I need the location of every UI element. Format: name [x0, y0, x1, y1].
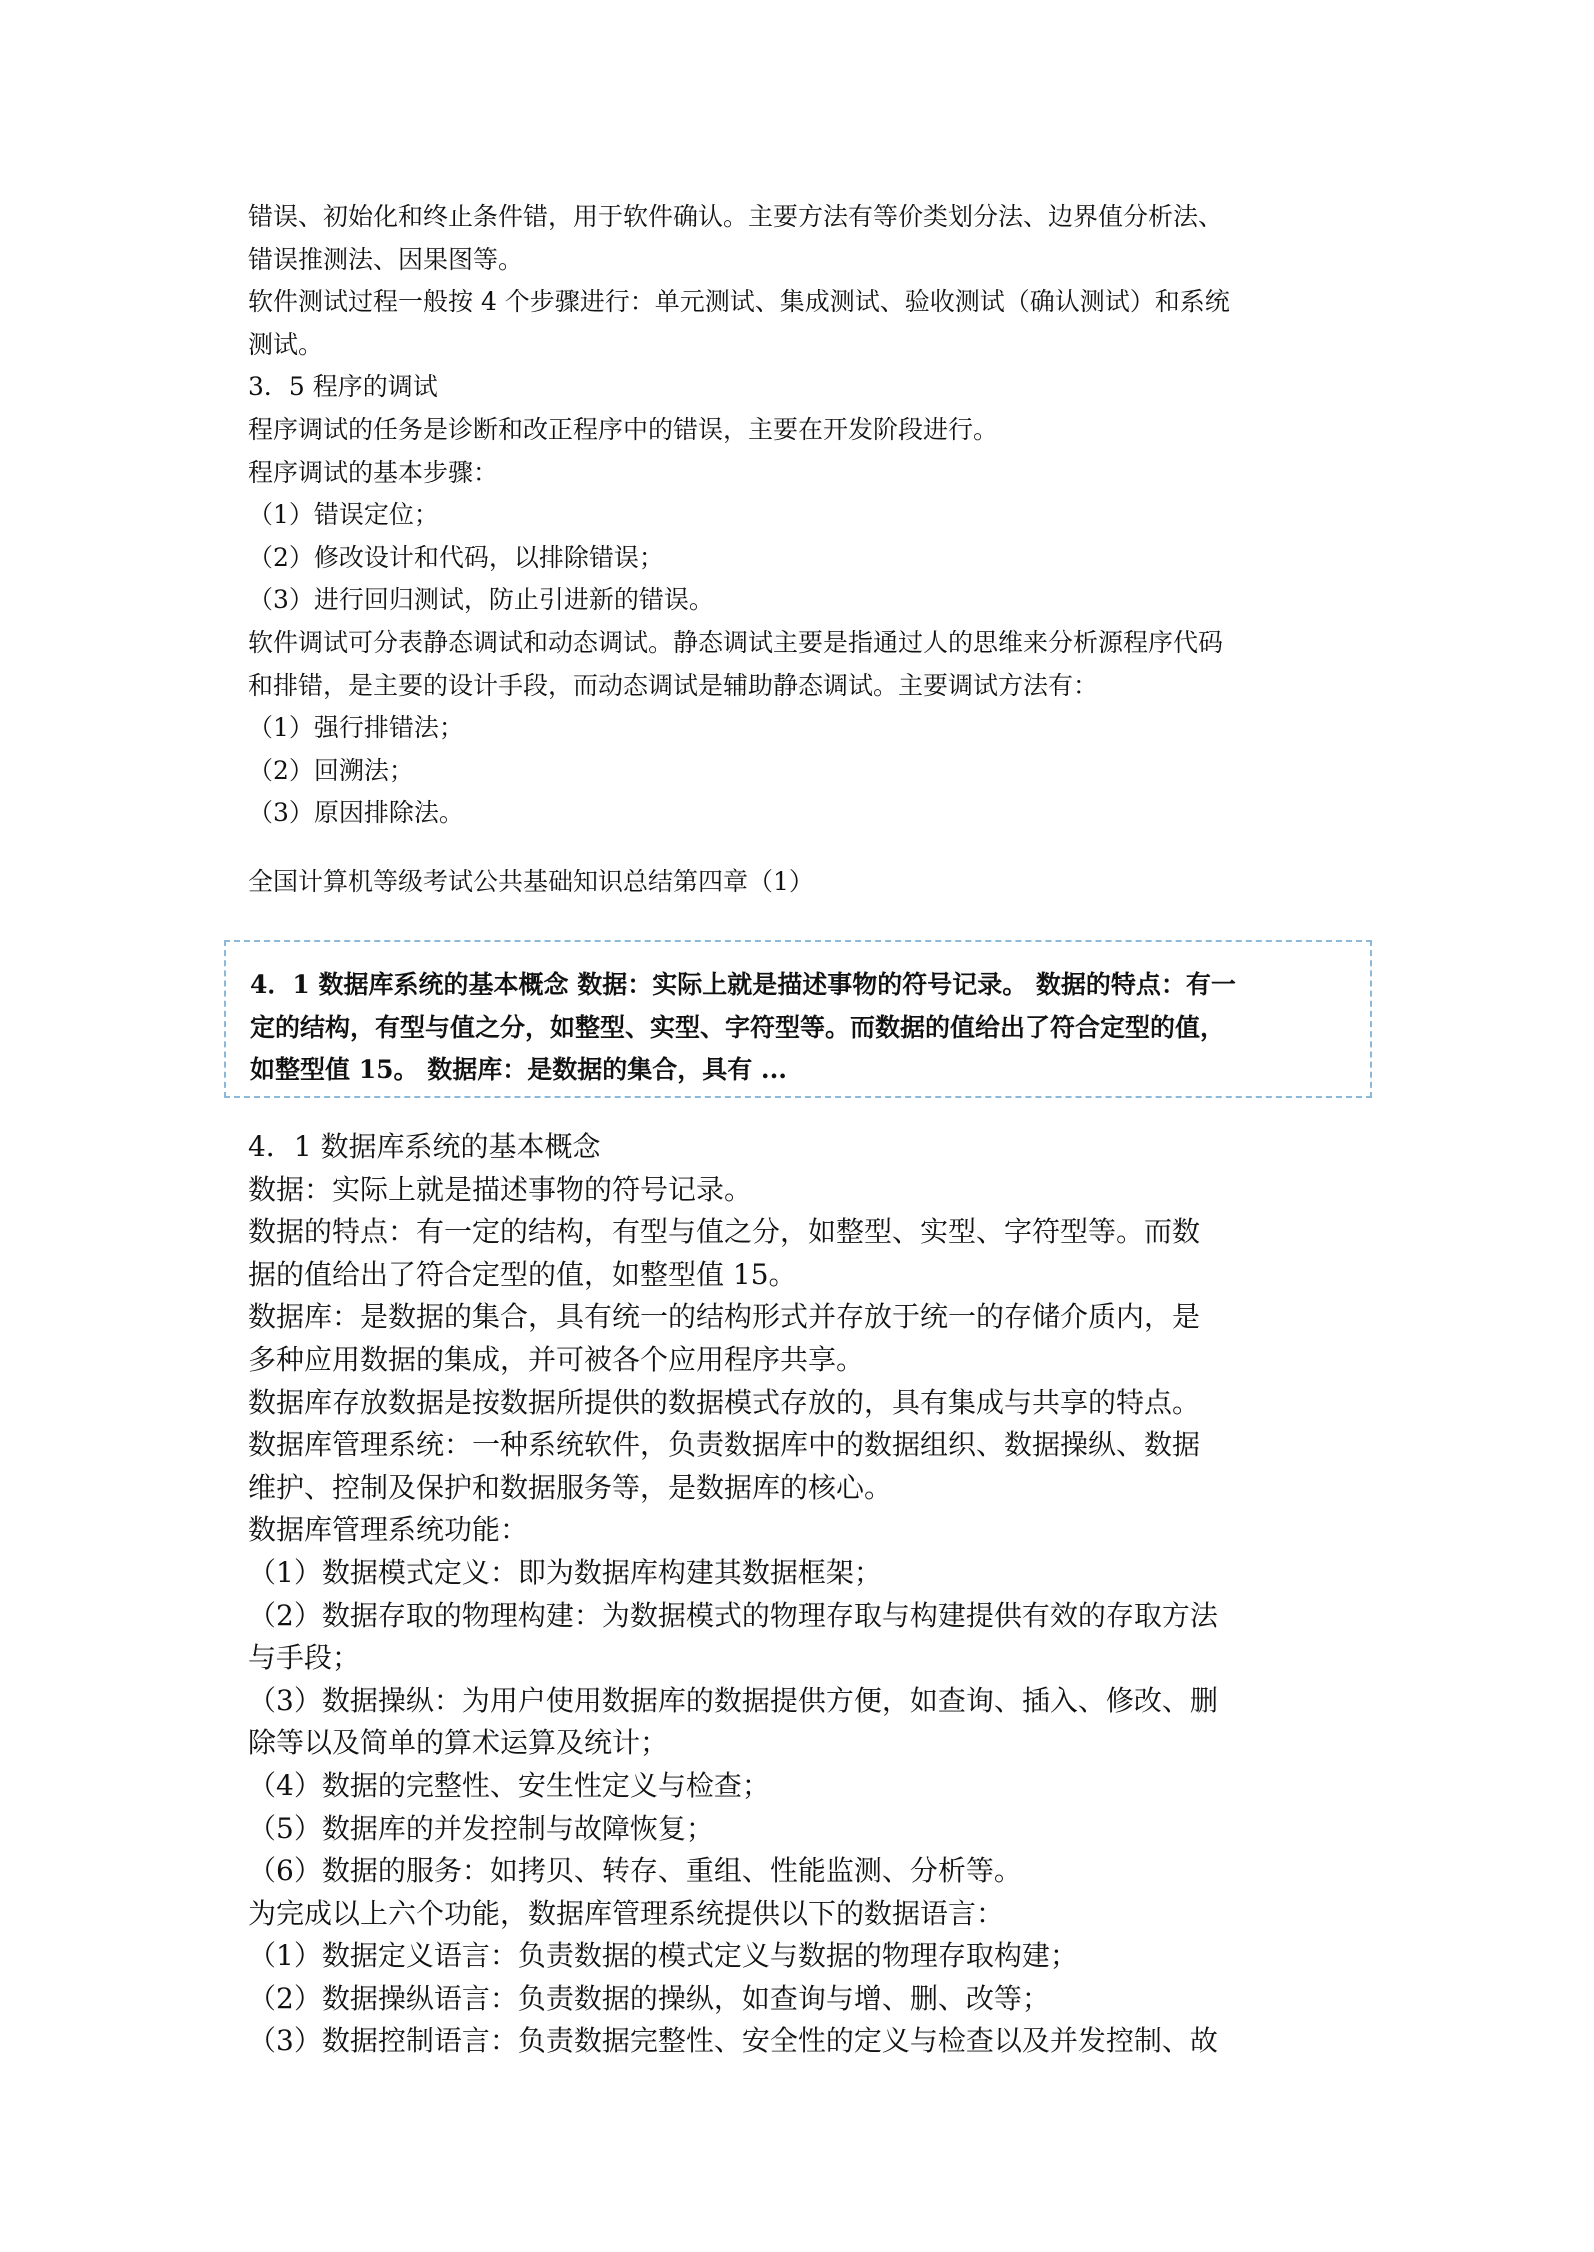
text-line: 程序调试的任务是诊断和改正程序中的错误，主要在开发阶段进行。 — [248, 414, 999, 444]
text-line: 数据库存放数据是按数据所提供的数据模式存放的，具有集成与共享的特点。 — [248, 1385, 1201, 1419]
list-item: （3）数据控制语言：负责数据完整性、安全性的定义与检查以及并发控制、故 — [248, 2024, 1218, 2058]
chapter-heading: 全国计算机等级考试公共基础知识总结第四章（1） — [248, 867, 814, 896]
list-item: （2）数据操纵语言：负责数据的操纵，如查询与增、删、改等； — [248, 1981, 1050, 2015]
text-line: 数据库管理系统：一种系统软件，负责数据库中的数据组织、数据操纵、数据 — [248, 1428, 1201, 1462]
list-item: （4）数据的完整性、安生性定义与检查； — [248, 1768, 770, 1802]
text-line: 数据库管理系统功能： — [248, 1513, 529, 1547]
text-line: 数据的特点：有一定的结构，有型与值之分，如整型、实型、字符型等。而数 — [248, 1215, 1201, 1249]
text-line: 错误、初始化和终止条件错，用于软件确认。主要方法有等价类划分法、边界值分析法、 — [248, 202, 1224, 231]
summary-line: 定的结构，有型与值之分，如整型、实型、字符型等。而数据的值给出了符合定型的值， — [250, 1012, 1226, 1042]
summary-line: 如整型值 15。 数据库：是数据的集合，具有 ... — [250, 1055, 788, 1084]
list-item: （2）回溯法； — [248, 755, 414, 785]
list-item: （1）错误定位； — [248, 500, 439, 530]
text-line: 维护、控制及保护和数据服务等，是数据库的核心。 — [248, 1470, 893, 1504]
list-item: （5）数据库的并发控制与故障恢复； — [248, 1811, 714, 1845]
section-heading: 4．1 数据库系统的基本概念 — [248, 1130, 601, 1163]
text-line: 测试。 — [248, 329, 324, 359]
list-item: （1）数据定义语言：负责数据的模式定义与数据的物理存取构建； — [248, 1939, 1078, 1973]
text-line: 据的值给出了符合定型的值，如整型值 15。 — [248, 1257, 797, 1291]
list-item: （3）进行回归测试，防止引进新的错误。 — [248, 585, 714, 615]
text-line: 数据：实际上就是描述事物的符号记录。 — [248, 1172, 753, 1206]
text-line: 和排错，是主要的设计手段，而动态调试是辅助静态调试。主要调试方法有： — [248, 670, 1099, 700]
list-item: （1）数据模式定义：即为数据库构建其数据框架； — [248, 1555, 882, 1589]
subsection-heading: 3．5 程序的调试 — [248, 372, 438, 402]
text-line: 多种应用数据的集成，并可被各个应用程序共享。 — [248, 1342, 865, 1376]
summary-line: 4．1 数据库系统的基本概念 数据：实际上就是描述事物的符号记录。 数据的特点：有一 — [250, 970, 1236, 999]
list-item: 与手段； — [248, 1641, 361, 1675]
text-line: 软件测试过程一般按 4 个步骤进行：单元测试、集成测试、验收测试（确认测试）和系统 — [248, 287, 1230, 317]
list-item: （2）修改设计和代码，以排除错误； — [248, 542, 664, 572]
text-line: 错误推测法、因果图等。 — [248, 244, 524, 274]
list-item: 除等以及简单的算术运算及统计； — [248, 1726, 669, 1760]
list-item: （3）数据操纵：为用户使用数据库的数据提供方便，如查询、插入、修改、删 — [248, 1683, 1218, 1717]
text-line: 程序调试的基本步骤： — [248, 457, 499, 487]
list-item: （1）强行排错法； — [248, 713, 464, 743]
text-line: 为完成以上六个功能，数据库管理系统提供以下的数据语言： — [248, 1896, 1005, 1930]
summary-box — [224, 940, 1372, 1098]
section-database-concepts — [248, 1126, 1378, 2063]
text-line: 数据库：是数据的集合，具有统一的结构形式并存放于统一的存储介质内，是 — [248, 1300, 1201, 1334]
list-item: （3）原因排除法。 — [248, 798, 464, 828]
text-line: 软件调试可分表静态调试和动态调试。静态调试主要是指通过人的思维来分析源程序代码 — [248, 627, 1224, 657]
section-software-debugging — [248, 196, 1370, 835]
list-item: （2）数据存取的物理构建：为数据模式的物理存取与构建提供有效的存取方法 — [248, 1598, 1218, 1632]
list-item: （6）数据的服务：如拷贝、转存、重组、性能监测、分析等。 — [248, 1854, 1022, 1888]
